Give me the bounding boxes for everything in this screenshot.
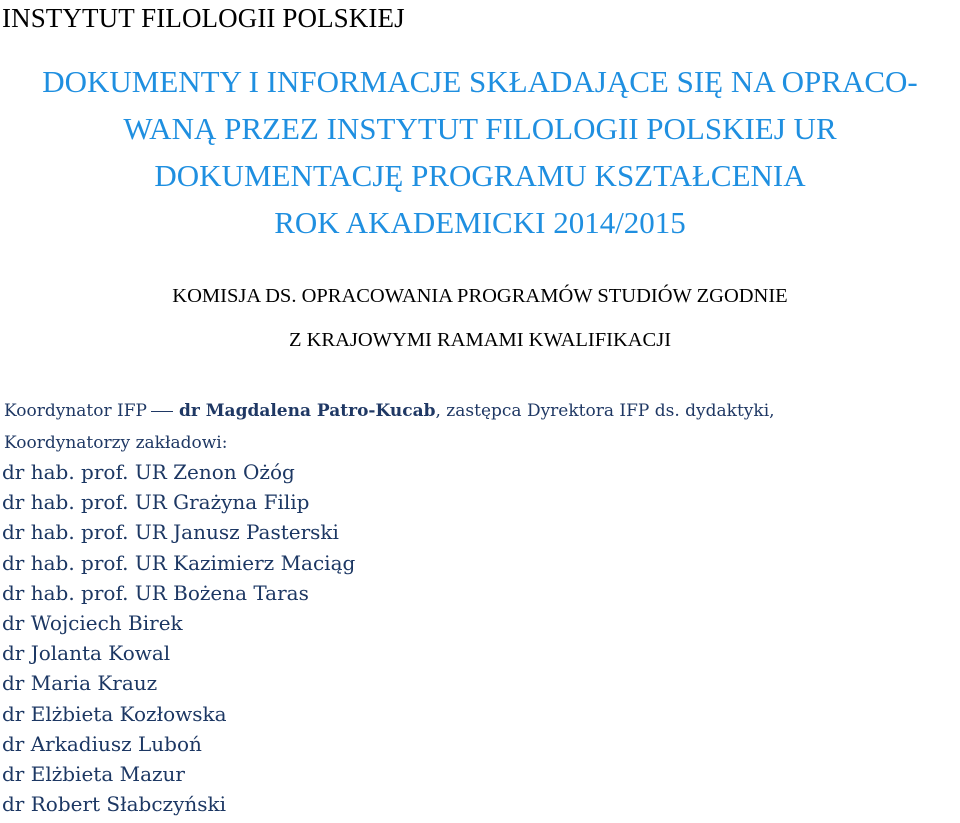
- title-line: DOKUMENTY I INFORMACJE SKŁADAJĄCE SIĘ NA OPRACO-: [42, 64, 918, 99]
- list-item: dr hab. prof. UR Janusz Pasterski: [2, 520, 339, 545]
- title-line: ROK AKADEMICKI 2014/2015: [274, 205, 686, 240]
- title-line: WANĄ PRZEZ INSTYTUT FILOLOGII POLSKIEJ UR: [123, 111, 837, 146]
- document-title: [0, 58, 960, 246]
- commission-heading: [0, 274, 960, 362]
- coordinator-role: Koordynator IFP: [4, 401, 147, 421]
- list-item: dr Arkadiusz Luboń: [2, 731, 202, 756]
- coordinator-line: [4, 396, 958, 427]
- people-list: [2, 457, 355, 819]
- list-item: dr Elżbieta Mazur: [2, 762, 185, 787]
- department-coordinators-label: Koordynatorzy zakładowi:: [4, 433, 228, 453]
- coordinator-name: dr Magdalena Patro-Kucab: [178, 401, 436, 421]
- list-item: dr hab. prof. UR Zenon Ożóg: [2, 460, 295, 484]
- institute-name: INSTYTUT FILOLOGII POLSKIEJ: [2, 3, 405, 33]
- list-item: dr Elżbieta Kozłowska: [2, 701, 227, 726]
- list-item: dr Wojciech Birek: [2, 611, 183, 636]
- list-item: dr hab. prof. UR Bożena Taras: [2, 580, 309, 605]
- list-item: dr Jolanta Kowal: [2, 641, 171, 666]
- title-line: DOKUMENTACJĘ PROGRAMU KSZTAŁCENIA: [154, 158, 806, 193]
- list-item: dr hab. prof. UR Grażyna Filip: [2, 490, 310, 515]
- list-item: dr hab. prof. UR Kazimierz Maciąg: [2, 550, 356, 575]
- list-item: dr Maria Krauz: [2, 671, 158, 696]
- commission-line: KOMISJA DS. OPRACOWANIA PROGRAMÓW STUDIÓW ZGODNIE: [172, 285, 788, 307]
- list-item: dr Robert Słabczyński: [2, 792, 227, 817]
- commission-line: Z KRAJOWYMI RAMAMI KWALIFIKACJI: [288, 329, 672, 351]
- coordinator-position: , zastępca Dyrektora IFP ds. dydaktyki,: [435, 401, 775, 421]
- dash-separator: [151, 411, 173, 412]
